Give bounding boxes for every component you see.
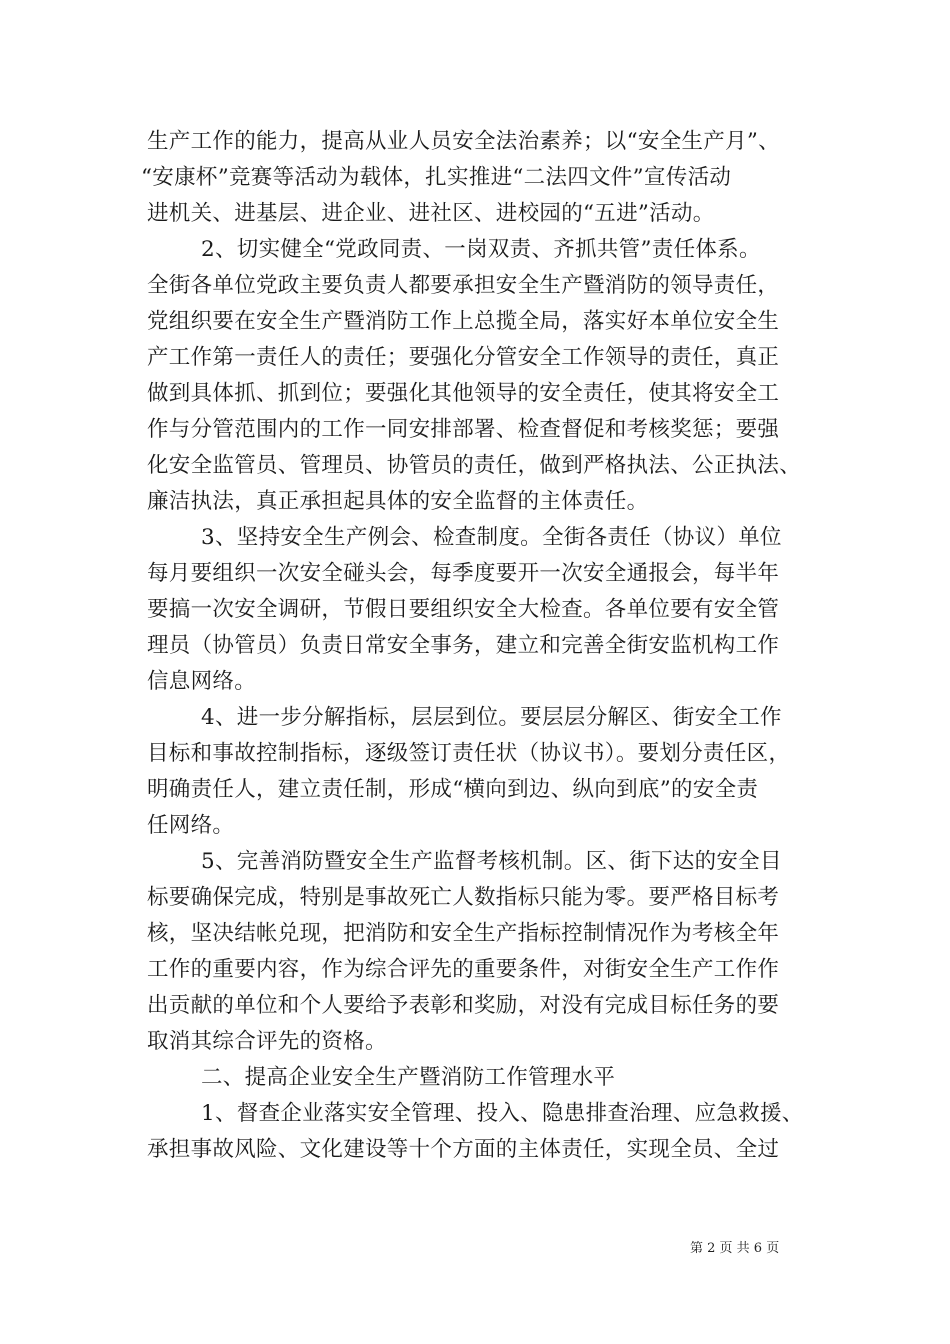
text-line: 明确责任人，建立责任制，形成“横向到边、纵向到底”的安全责 — [147, 777, 759, 802]
text-line: 理员（协管员）负责日常安全事务，建立和完善全街安监机构工作 — [147, 633, 780, 658]
text-line: 生产工作的能力，提高从业人员安全法治素养；以“安全生产月”、 — [147, 129, 780, 154]
text-line: 进机关、进基层、进企业、进社区、进校园的“五进”活动。 — [147, 201, 715, 226]
text-line: 每月要组织一次安全碰头会，每季度要开一次安全通报会，每半年 — [147, 561, 780, 586]
section-heading: 二、提高企业安全生产暨消防工作管理水平 — [201, 1065, 616, 1090]
text-line: 标要确保完成，特别是事故死亡人数指标只能为零。要严格目标考 — [147, 885, 780, 910]
text-line: 作与分管范围内的工作一同安排部署、检查督促和考核奖惩；要强 — [147, 417, 780, 442]
text-line: 1、督查企业落实安全管理、投入、隐患排查治理、应急救援、 — [201, 1101, 804, 1126]
text-line: 全街各单位党政主要负责人都要承担安全生产暨消防的领导责任， — [147, 273, 780, 298]
text-line: 2、切实健全“党政同责、一岗双责、齐抓共管”责任体系。 — [201, 237, 761, 262]
text-line: 5、完善消防暨安全生产监督考核机制。区、街下达的安全目 — [201, 849, 782, 874]
text-line: 做到具体抓、抓到位；要强化其他领导的安全责任，使其将安全工 — [147, 381, 780, 406]
text-line: 出贡献的单位和个人要给予表彰和奖励，对没有完成目标任务的要 — [147, 993, 780, 1018]
text-line: 信息网络。 — [147, 669, 257, 694]
text-line: “安康杯”竞赛等活动为载体，扎实推进“二法四文件”宣传活动 — [141, 165, 732, 190]
text-line: 工作的重要内容，作为综合评先的重要条件，对街安全生产工作作 — [147, 957, 780, 982]
text-line: 化安全监管员、管理员、协管员的责任，做到严格执法、公正执法、 — [147, 453, 802, 478]
text-line: 党组织要在安全生产暨消防工作上总揽全局，落实好本单位安全生 — [147, 309, 780, 334]
text-line: 要搞一次安全调研，节假日要组织安全大检查。各单位要有安全管 — [147, 597, 780, 622]
text-line: 目标和事故控制指标，逐级签订责任状（协议书）。要划分责任区， — [147, 741, 791, 766]
text-line: 产工作第一责任人的责任；要强化分管安全工作领导的责任，真正 — [147, 345, 780, 370]
text-line: 承担事故风险、文化建设等十个方面的主体责任，实现全员、全过 — [147, 1137, 780, 1162]
text-line: 任网络。 — [147, 813, 235, 838]
page-number: 第 2 页 共 6 页 — [690, 1241, 780, 1256]
text-line: 3、坚持安全生产例会、检查制度。全街各责任（协议）单位 — [201, 525, 782, 550]
text-line: 廉洁执法，真正承担起具体的安全监督的主体责任。 — [147, 489, 649, 514]
text-line: 核，坚决结帐兑现，把消防和安全生产指标控制情况作为考核全年 — [147, 921, 780, 946]
text-line: 4、进一步分解指标，层层到位。要层层分解区、街安全工作 — [201, 705, 782, 730]
text-line: 取消其综合评先的资格。 — [147, 1029, 387, 1054]
